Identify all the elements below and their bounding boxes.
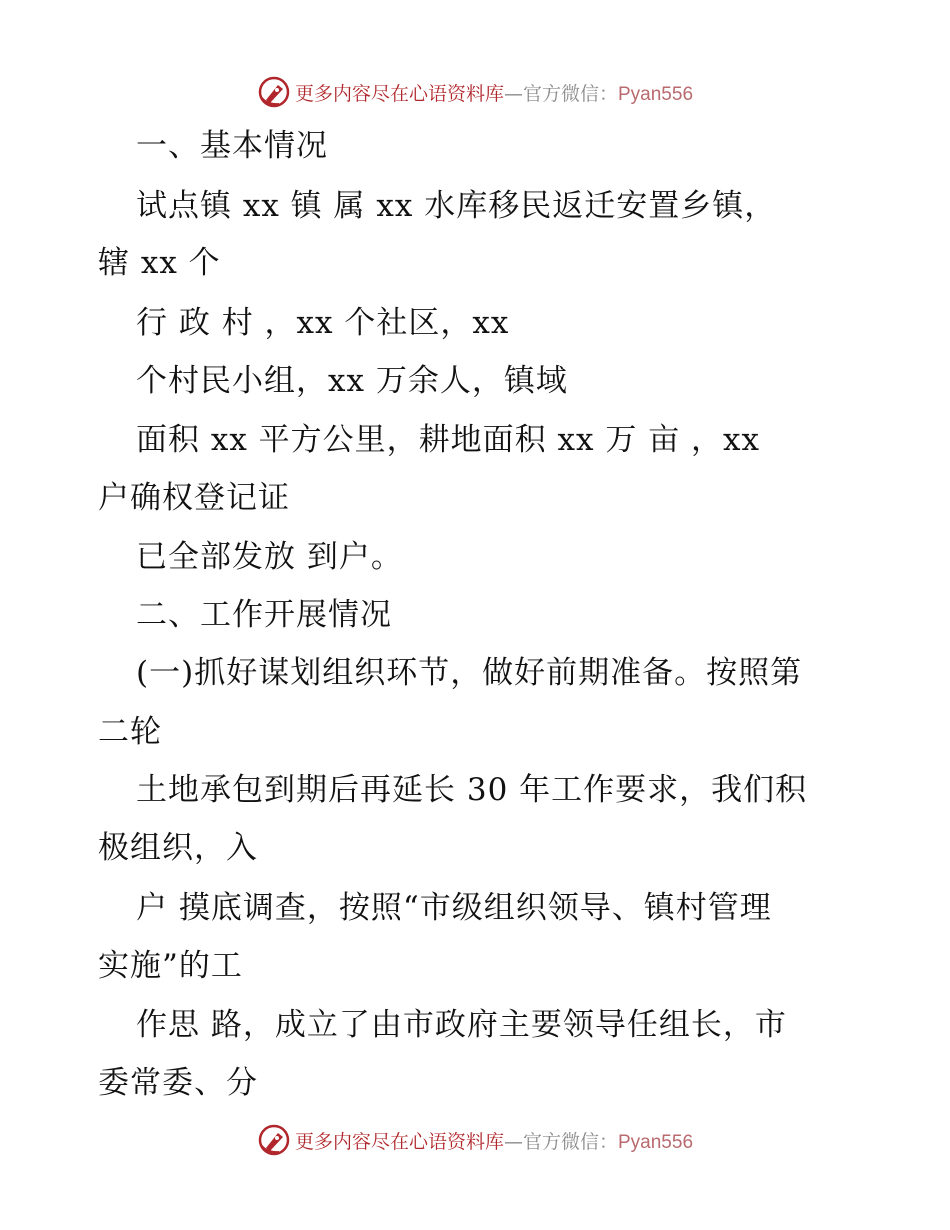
paragraph-line: 辖 xx 个 — [98, 245, 221, 281]
paragraph-line: 作思 路，成立了由市政府主要领导任组长，市 — [136, 1007, 787, 1043]
banner-wechat-label: 官方微信： — [522, 1130, 618, 1153]
banner-site-text: 更多内容尽在心语资料库 — [294, 82, 504, 105]
banner-wechat-label: 官方微信： — [522, 82, 618, 105]
paragraph-line: 已全部发放 到户。 — [136, 539, 403, 575]
banner-wechat-id: Pyan556 — [618, 83, 694, 105]
banner-text — [295, 79, 693, 106]
paragraph-line: 面积 xx 平方公里，耕地面积 xx 万 亩 ，xx — [136, 422, 761, 458]
footer-banner — [0, 1120, 950, 1160]
banner-wechat-id: Pyan556 — [618, 1131, 694, 1153]
paragraph-line: 极组织，入 — [98, 830, 258, 866]
banner-site-text: 更多内容尽在心语资料库 — [294, 1130, 504, 1153]
paragraph-line: 实施”的工 — [98, 948, 243, 984]
pen-nib-logo-icon — [257, 1123, 291, 1157]
paragraph-line: 委常委、分 — [98, 1065, 258, 1101]
paragraph-line: 户确权登记证 — [98, 480, 290, 516]
banner-dash: — — [503, 1130, 523, 1153]
section-heading-basic: 一、基本情况 — [136, 128, 328, 164]
paragraph-line: (一)抓好谋划组织环节，做好前期准备。按照第 — [136, 655, 803, 691]
banner-text — [295, 1127, 693, 1154]
paragraph-line: 户 摸底调查，按照“市级组织领导、镇村管理 — [136, 890, 772, 926]
paragraph-line: 试点镇 xx 镇 属 xx 水库移民返迁安置乡镇， — [136, 188, 777, 224]
banner-dash: — — [503, 82, 523, 105]
section-heading-progress: 二、工作开展情况 — [136, 597, 392, 633]
paragraph-line: 行 政 村 ，xx 个社区，xx — [136, 305, 510, 341]
paragraph-line: 土地承包到期后再延长 30 年工作要求，我们积 — [136, 772, 808, 808]
pen-nib-logo-icon — [257, 75, 291, 109]
paragraph-line: 二轮 — [98, 714, 162, 750]
paragraph-line: 个村民小组，xx 万余人，镇域 — [136, 363, 568, 399]
header-banner — [0, 72, 950, 112]
